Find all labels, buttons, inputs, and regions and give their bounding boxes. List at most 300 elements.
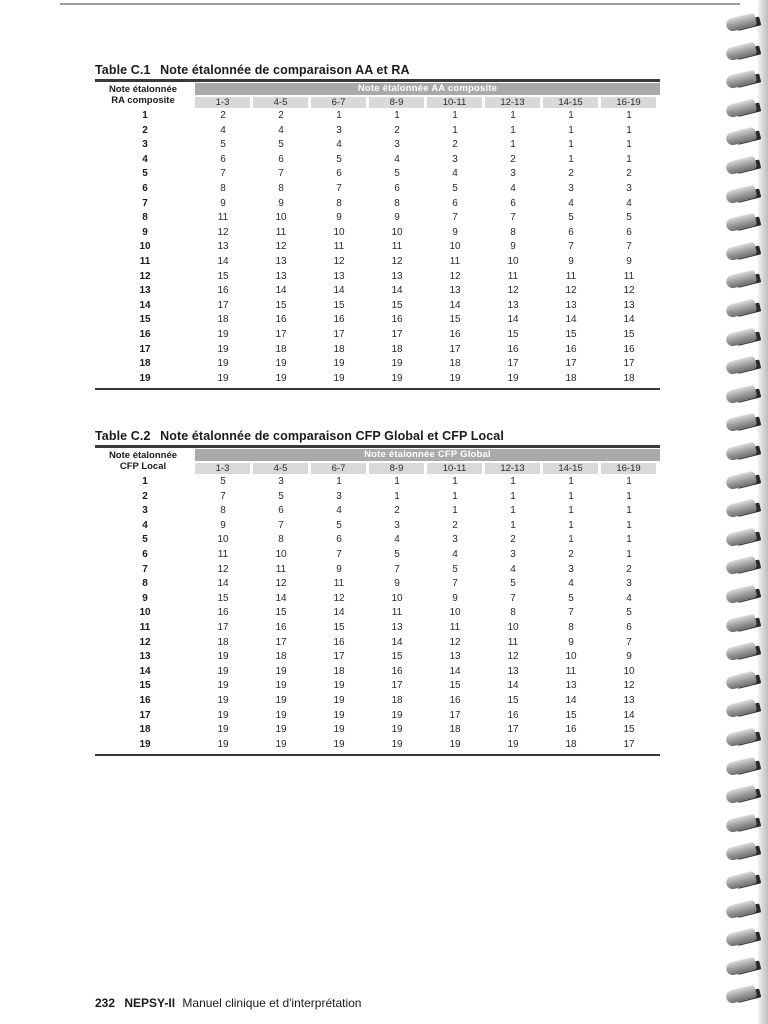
table-cell: 7 xyxy=(278,519,284,531)
table-bottom-rule xyxy=(95,388,660,390)
table-cell: 4 xyxy=(394,534,400,546)
table-cell: 19 xyxy=(217,372,229,384)
table-cell: 9 xyxy=(394,578,400,590)
table-row xyxy=(95,577,660,591)
table-cell: 17 xyxy=(333,329,345,340)
table-cell: 12 xyxy=(333,592,345,604)
table-row xyxy=(95,650,660,664)
table-cell: 9 xyxy=(220,519,226,531)
column-header: 14-15 xyxy=(543,463,598,474)
binding-coil xyxy=(725,585,757,605)
binding-coil xyxy=(725,98,757,118)
table-cell: 10 xyxy=(507,256,519,267)
page-top-edge xyxy=(60,3,740,5)
table-cell: 13 xyxy=(275,256,287,267)
binding-coil xyxy=(725,642,757,662)
table-cell: 9 xyxy=(452,592,458,604)
table-cell: 1 xyxy=(626,549,632,560)
table-cell: 1 xyxy=(336,476,342,487)
table-cell: 2 xyxy=(510,153,516,165)
table-cell: 1 xyxy=(452,124,458,136)
table-cell: 3 xyxy=(336,124,342,136)
column-group-header: Note étalonnée AA composite xyxy=(195,83,660,95)
table-cell: 9 xyxy=(626,651,632,663)
table-cell: 19 xyxy=(217,680,229,692)
table-cell: 19 xyxy=(333,695,345,706)
row-label: 11 xyxy=(139,622,151,633)
column-header: 14-15 xyxy=(543,97,598,108)
table-cell: 7 xyxy=(220,490,226,502)
table-row xyxy=(95,694,660,708)
table-cell: 4 xyxy=(336,505,342,517)
binding-coil xyxy=(725,871,757,891)
row-label: 8 xyxy=(142,578,148,590)
table-row xyxy=(95,636,660,650)
table-cell: 11 xyxy=(391,241,403,253)
column-header: 1-3 xyxy=(195,97,250,108)
table-cell: 13 xyxy=(391,622,403,633)
table-cell: 17 xyxy=(217,299,229,311)
binding-coil xyxy=(725,270,757,290)
table-cell: 19 xyxy=(275,358,287,370)
table-title-text: Note étalonnée de comparaison CFP Global et CFP Local xyxy=(160,429,504,443)
table-cell: 12 xyxy=(449,636,461,648)
page-number: 232 xyxy=(95,996,116,1010)
table-row xyxy=(95,679,660,693)
binding-coil xyxy=(725,470,757,490)
row-label: 10 xyxy=(139,607,151,619)
table-cell: 15 xyxy=(333,299,345,311)
table-cell: 15 xyxy=(449,680,461,692)
row-label: 12 xyxy=(139,270,151,282)
row-label: 7 xyxy=(142,197,148,209)
binding-coil xyxy=(725,156,757,176)
table-cell: 2 xyxy=(568,168,574,180)
table-row xyxy=(95,490,660,504)
row-label: 6 xyxy=(142,549,148,560)
table-cell: 8 xyxy=(510,607,516,619)
table-cell: 11 xyxy=(507,270,519,282)
column-header: 10-11 xyxy=(427,97,482,108)
table-cell: 13 xyxy=(565,680,577,692)
table-cell: 7 xyxy=(510,592,516,604)
table-cell: 19 xyxy=(333,738,345,750)
table-row xyxy=(95,197,660,211)
table-cell: 16 xyxy=(565,724,577,736)
table-cell: 5 xyxy=(626,212,632,224)
table-cell: 13 xyxy=(333,270,345,282)
binding-coil xyxy=(725,699,757,719)
table-cell: 16 xyxy=(449,695,461,706)
footer-text: Manuel clinique et d'interprétation xyxy=(182,996,362,1010)
table-cell: 18 xyxy=(391,695,403,706)
table-cell: 13 xyxy=(449,651,461,663)
column-header: 16-19 xyxy=(601,463,656,474)
table-cell: 19 xyxy=(275,372,287,384)
table-cell: 1 xyxy=(568,139,574,151)
table-cell: 14 xyxy=(217,256,229,267)
table-cell: 3 xyxy=(278,476,284,487)
table-cell: 8 xyxy=(510,226,516,238)
table-row xyxy=(95,372,660,386)
table-cell: 16 xyxy=(217,607,229,619)
table-cell: 11 xyxy=(275,563,287,575)
table-cell: 1 xyxy=(568,476,574,487)
table-cell: 3 xyxy=(510,549,516,560)
table-cell: 14 xyxy=(333,285,345,297)
table-cell: 19 xyxy=(391,372,403,384)
table-cell: 12 xyxy=(217,563,229,575)
row-label: 16 xyxy=(139,329,151,340)
column-header: 6-7 xyxy=(311,97,366,108)
table-cell: 6 xyxy=(336,168,342,180)
table-cell: 19 xyxy=(391,358,403,370)
table-cell: 11 xyxy=(449,256,461,267)
table-cell: 17 xyxy=(275,636,287,648)
table-row xyxy=(95,357,660,371)
table-cell: 4 xyxy=(510,183,516,194)
table-row xyxy=(95,475,660,489)
row-label: 18 xyxy=(139,724,151,736)
table-cell: 10 xyxy=(275,212,287,224)
table-cell: 12 xyxy=(623,680,635,692)
table-cell: 18 xyxy=(333,343,345,355)
table-cell: 2 xyxy=(510,534,516,546)
table-cell: 19 xyxy=(275,695,287,706)
table-cell: 11 xyxy=(507,636,519,648)
table-title xyxy=(95,62,410,78)
table-cell: 17 xyxy=(449,343,461,355)
binding-coil xyxy=(725,985,757,1005)
table-row xyxy=(95,124,660,138)
table-cell: 10 xyxy=(391,592,403,604)
table-cell: 15 xyxy=(275,607,287,619)
table-row xyxy=(95,548,660,562)
table-cell: 1 xyxy=(626,124,632,136)
binding-coil xyxy=(725,613,757,633)
table-cell: 1 xyxy=(452,476,458,487)
table-cell: 19 xyxy=(217,358,229,370)
table-cell: 7 xyxy=(336,549,342,560)
table-cell: 13 xyxy=(565,299,577,311)
table-cell: 5 xyxy=(568,592,574,604)
table-cell: 17 xyxy=(565,358,577,370)
table-top-rule xyxy=(95,79,660,82)
table-cell: 3 xyxy=(568,563,574,575)
row-label: 3 xyxy=(142,139,148,151)
table-cell: 14 xyxy=(507,314,519,326)
table-cell: 1 xyxy=(626,476,632,487)
table-cell: 14 xyxy=(275,592,287,604)
table-cell: 11 xyxy=(217,212,229,224)
column-header: 4-5 xyxy=(253,97,308,108)
binding-coil xyxy=(725,213,757,233)
table-cell: 11 xyxy=(217,549,229,560)
table-cell: 19 xyxy=(391,709,403,721)
row-label: 4 xyxy=(142,519,148,531)
table-cell: 1 xyxy=(626,139,632,151)
table-row xyxy=(95,270,660,284)
table-cell: 3 xyxy=(336,490,342,502)
table-cell: 13 xyxy=(275,270,287,282)
table-cell: 18 xyxy=(565,738,577,750)
table-cell: 6 xyxy=(336,534,342,546)
table-cell: 1 xyxy=(510,139,516,151)
table-cell: 15 xyxy=(623,724,635,736)
table-cell: 2 xyxy=(568,549,574,560)
table-cell: 6 xyxy=(568,226,574,238)
table-cell: 9 xyxy=(452,226,458,238)
table-cell: 11 xyxy=(565,270,577,282)
table-cell: 1 xyxy=(510,505,516,517)
row-label: 9 xyxy=(142,226,148,238)
binding-coil xyxy=(725,13,757,33)
table-cell: 14 xyxy=(507,680,519,692)
table-cell: 8 xyxy=(220,183,226,194)
row-label: 16 xyxy=(139,695,151,706)
table-row xyxy=(95,211,660,225)
table-row xyxy=(95,504,660,518)
binding-coil xyxy=(725,813,757,833)
table-cell: 1 xyxy=(568,153,574,165)
table-cell: 9 xyxy=(336,212,342,224)
binding-coil xyxy=(725,413,757,433)
table-cell: 9 xyxy=(278,197,284,209)
table-cell: 10 xyxy=(449,607,461,619)
table-title xyxy=(95,428,504,444)
table-cell: 16 xyxy=(275,622,287,633)
table-cell: 7 xyxy=(626,636,632,648)
table-row xyxy=(95,255,660,269)
column-header: 8-9 xyxy=(369,463,424,474)
table-title-text: Note étalonnée de comparaison AA et RA xyxy=(160,63,410,77)
row-label: 8 xyxy=(142,212,148,224)
binding-coil xyxy=(725,899,757,919)
table-cell: 4 xyxy=(452,168,458,180)
row-label: 13 xyxy=(139,285,151,297)
table-cell: 16 xyxy=(449,329,461,340)
table-cell: 5 xyxy=(510,578,516,590)
table-row xyxy=(95,313,660,327)
row-label: 15 xyxy=(139,680,151,692)
row-label: 3 xyxy=(142,505,148,517)
table-cell: 16 xyxy=(623,343,635,355)
table-cell: 18 xyxy=(449,358,461,370)
table-cell: 7 xyxy=(626,241,632,253)
row-label: 6 xyxy=(142,183,148,194)
table-cell: 2 xyxy=(220,110,226,121)
table-cell: 18 xyxy=(623,372,635,384)
table-cell: 17 xyxy=(449,709,461,721)
table-cell: 4 xyxy=(452,549,458,560)
table-cell: 16 xyxy=(275,314,287,326)
table-cell: 19 xyxy=(275,680,287,692)
row-label: 1 xyxy=(142,110,148,121)
table-cell: 13 xyxy=(217,241,229,253)
table-cell: 19 xyxy=(333,358,345,370)
table-cell: 16 xyxy=(391,314,403,326)
table-cell: 9 xyxy=(394,212,400,224)
table-cell: 19 xyxy=(275,665,287,677)
table-cell: 15 xyxy=(565,709,577,721)
table-cell: 17 xyxy=(507,358,519,370)
table-cell: 19 xyxy=(217,724,229,736)
table-cell: 5 xyxy=(394,168,400,180)
table-cell: 19 xyxy=(333,709,345,721)
table-row xyxy=(95,723,660,737)
table-row xyxy=(95,606,660,620)
table-cell: 19 xyxy=(217,665,229,677)
table-cell: 7 xyxy=(568,241,574,253)
binding-coil xyxy=(725,356,757,376)
table-cell: 1 xyxy=(568,124,574,136)
table-cell: 13 xyxy=(623,299,635,311)
table-cell: 17 xyxy=(623,358,635,370)
footer-brand: NEPSY-II xyxy=(124,996,176,1010)
table-cell: 16 xyxy=(507,343,519,355)
table-cell: 9 xyxy=(568,256,574,267)
row-label: 9 xyxy=(142,592,148,604)
table-cell: 4 xyxy=(220,124,226,136)
binding-coil xyxy=(725,842,757,862)
table-cell: 14 xyxy=(565,695,577,706)
table-cell: 16 xyxy=(391,665,403,677)
table-cell: 1 xyxy=(626,153,632,165)
table-cell: 12 xyxy=(449,270,461,282)
table-row xyxy=(95,226,660,240)
table-cell: 19 xyxy=(507,738,519,750)
table-cell: 19 xyxy=(391,724,403,736)
column-header: 10-11 xyxy=(427,463,482,474)
table-cell: 2 xyxy=(452,519,458,531)
table-cell: 14 xyxy=(565,314,577,326)
row-label: 7 xyxy=(142,563,148,575)
table-cell: 10 xyxy=(217,534,229,546)
table-cell: 19 xyxy=(217,651,229,663)
table-cell: 7 xyxy=(220,168,226,180)
table-row xyxy=(95,621,660,635)
table-cell: 19 xyxy=(333,680,345,692)
table-cell: 8 xyxy=(278,534,284,546)
table-cell: 1 xyxy=(568,110,574,121)
table-row xyxy=(95,709,660,723)
table-cell: 17 xyxy=(623,738,635,750)
table-cell: 4 xyxy=(336,139,342,151)
table-cell: 16 xyxy=(333,314,345,326)
table-cell: 19 xyxy=(333,372,345,384)
table-row xyxy=(95,343,660,357)
table-cell: 17 xyxy=(391,680,403,692)
spiral-binding xyxy=(722,10,768,1024)
table-cell: 1 xyxy=(626,519,632,531)
table-cell: 3 xyxy=(626,578,632,590)
table-cell: 1 xyxy=(510,476,516,487)
table-cell: 3 xyxy=(626,183,632,194)
table-cell: 19 xyxy=(217,695,229,706)
table-number: Table C.2 xyxy=(95,429,151,443)
table-cell: 13 xyxy=(391,270,403,282)
table-cell: 6 xyxy=(626,226,632,238)
table-cell: 1 xyxy=(626,110,632,121)
table-cell: 7 xyxy=(452,578,458,590)
table-cell: 18 xyxy=(217,314,229,326)
table-cell: 15 xyxy=(623,329,635,340)
table-cell: 14 xyxy=(449,299,461,311)
table-cell: 11 xyxy=(333,578,345,590)
table-cell: 19 xyxy=(217,738,229,750)
table-cell: 12 xyxy=(565,285,577,297)
table-cell: 19 xyxy=(507,372,519,384)
table-cell: 5 xyxy=(452,183,458,194)
table-cell: 18 xyxy=(217,636,229,648)
table-cell: 14 xyxy=(217,578,229,590)
table-cell: 11 xyxy=(275,226,287,238)
table-cell: 1 xyxy=(510,124,516,136)
table-row xyxy=(95,284,660,298)
binding-coil xyxy=(725,499,757,519)
row-label: 12 xyxy=(139,636,151,648)
table-cell: 8 xyxy=(394,197,400,209)
binding-coil xyxy=(725,327,757,347)
table-cell: 12 xyxy=(391,256,403,267)
table-cell: 5 xyxy=(336,153,342,165)
row-label: 4 xyxy=(142,153,148,165)
table-cell: 14 xyxy=(623,709,635,721)
table-cell: 10 xyxy=(275,549,287,560)
table-cell: 1 xyxy=(568,519,574,531)
row-header-line-2: CFP Local xyxy=(119,461,167,472)
row-label: 18 xyxy=(139,358,151,370)
table-cell: 7 xyxy=(568,607,574,619)
table-cell: 9 xyxy=(568,636,574,648)
table-cell: 15 xyxy=(449,314,461,326)
table-cell: 1 xyxy=(626,505,632,517)
table-cell: 5 xyxy=(568,212,574,224)
table-cell: 12 xyxy=(217,226,229,238)
table-cell: 6 xyxy=(220,153,226,165)
table-cell: 12 xyxy=(623,285,635,297)
table-cell: 18 xyxy=(565,372,577,384)
table-cell: 15 xyxy=(217,592,229,604)
row-label: 1 xyxy=(142,476,148,487)
row-label: 17 xyxy=(139,343,151,355)
table-cell: 1 xyxy=(510,519,516,531)
table-cell: 4 xyxy=(278,124,284,136)
table-cell: 17 xyxy=(275,329,287,340)
row-label: 14 xyxy=(139,299,151,311)
table-cell: 19 xyxy=(217,329,229,340)
table-cell: 8 xyxy=(336,197,342,209)
table-cell: 1 xyxy=(452,505,458,517)
table-cell: 6 xyxy=(394,183,400,194)
table-cell: 5 xyxy=(394,549,400,560)
table-cell: 2 xyxy=(626,168,632,180)
table-cell: 6 xyxy=(510,197,516,209)
row-label: 13 xyxy=(139,651,151,663)
table-cell: 8 xyxy=(568,622,574,633)
binding-coil xyxy=(725,241,757,261)
table-cell: 19 xyxy=(449,372,461,384)
table-cell: 10 xyxy=(391,226,403,238)
table-cell: 5 xyxy=(278,490,284,502)
table-cell: 10 xyxy=(623,665,635,677)
table-cell: 12 xyxy=(275,578,287,590)
binding-coil xyxy=(725,442,757,462)
row-label: 5 xyxy=(142,534,148,546)
binding-coil xyxy=(725,728,757,748)
table-cell: 7 xyxy=(336,183,342,194)
row-label: 11 xyxy=(139,256,151,267)
